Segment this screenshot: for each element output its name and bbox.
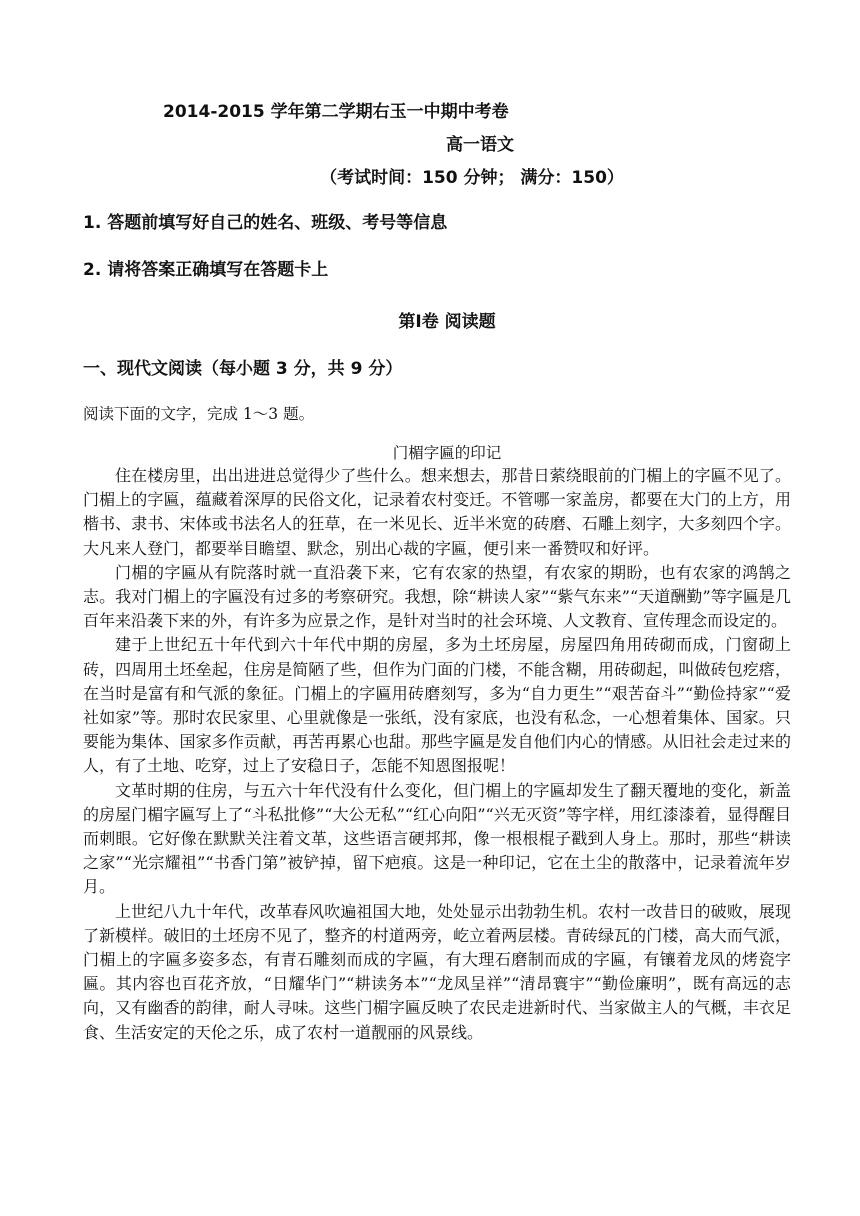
instruction-1: 1. 答题前填写好自己的姓名、班级、考号等信息: [83, 213, 448, 233]
reading-instruction: 阅读下面的文字，完成 1～3 题。: [83, 405, 315, 423]
article-paragraph: 住在楼房里，出出进进总觉得少了些什么。想来想去，那昔日萦绕眼前的门楣上的字匾不见了。门楣上的字匾，蕴藏着深厚的民俗文化，记录着农村变迁。不管哪一家盖房，都要在大门的上方，用楷书、隶书、宋体或书法名人的狂草，在一米见长、近半米宽的砖磨、石雕上刻字，大多刻四个字。大凡来人登门，都要举目瞻望、默念，别出心裁的字匾，便引来一番赞叹和好评。: [83, 466, 791, 558]
article-paragraph: 建于上世纪五十年代到六十年代中期的房屋，多为土坯房屋，房屋四角用砖砌而成，门窗砌上砖，四周用土坯垒起，住房是简陋了些，但作为门面的门楼，不能含糊，用砖砌起，叫做砖包疙瘩，在当时是富有和气派的象征。门楣上的字匾用砖磨刻写，多为“自力更生”“艰苦奋斗”“勤俭持家”“爱社如家”等。那时农民家里、心里就像是一张纸，没有家底，也没有私念，一心想着集体、国家。只要能为集体、国家多作贡献，再苦再累心也甜。那些字匾是发自他们内心的情感。从旧社会走过来的人，有了土地、吃穿，过上了安稳日子，怎能不知恩图报呢！: [83, 635, 791, 776]
article-paragraph: 门楣的字匾从有院落时就一直沿袭下来，它有农家的热望，有农家的期盼，也有农家的鸿鹄之志。我对门楣上的字匾没有过多的考察研究。我想，除“耕读人家”“紫气东来”“天道酬勤”等字匾是几百年来沿袭下来的外，有许多为应景之作，是针对当时的社会环境、人文教育、宣传理念而设定的。: [83, 562, 791, 631]
article-body: [83, 464, 791, 1045]
subject-title: 高一语文: [446, 135, 514, 155]
article-paragraph: 上世纪八九十年代，改革春风吹遍祖国大地，处处显示出勃勃生机。农村一改昔日的破败，展现了新模样。破旧的土坯房不见了，整齐的村道两旁，屹立着两层楼。青砖绿瓦的门楼，高大而气派，门楣上的字匾多姿多态，有青石雕刻而成的字匾，有大理石磨制而成的字匾，有镶着龙凤的烤瓷字匾。其内容也百花齐放，“日耀华门”“耕读务本”“龙凤呈祥”“清昂寰宇”“勤俭廉明”，既有高远的志向，又有幽香的韵律，耐人寻味。这些门楣字匾反映了农民走进新时代、当家做主人的气概，丰衣足食、生活安定的天伦之乐，成了农村一道靓丽的风景线。: [83, 901, 791, 1042]
section-title: 一、现代文阅读（每小题 3 分，共 9 分）: [83, 359, 403, 379]
exam-title: 2014-2015 学年第二学期右玉一中期中考卷: [163, 102, 509, 122]
article-title: 门楣字匾的印记: [392, 444, 502, 462]
exam-time-score: （考试时间：150 分钟； 满分：150）: [320, 168, 624, 188]
article-paragraph: 文革时期的住房，与五六十年代没有什么变化，但门楣上的字匾却发生了翻天覆地的变化，新盖的房屋门楣字匾写上了“斗私批修”“大公无私”“红心向阳”“兴无灭资”等字样，用红漆漆着，显得醒目而刺眼。它好像在默默关注着文革，这些语言硬邦邦，像一根根棍子戳到人身上。那时，那些“耕读之家”“光宗耀祖”“书香门第”被铲掉，留下疤痕。这是一种印记，它在土尘的散落中，记录着流年岁月。: [83, 780, 791, 897]
instruction-2: 2. 请将答案正确填写在答题卡上: [83, 260, 329, 280]
part-title: 第Ⅰ卷 阅读题: [398, 312, 496, 332]
